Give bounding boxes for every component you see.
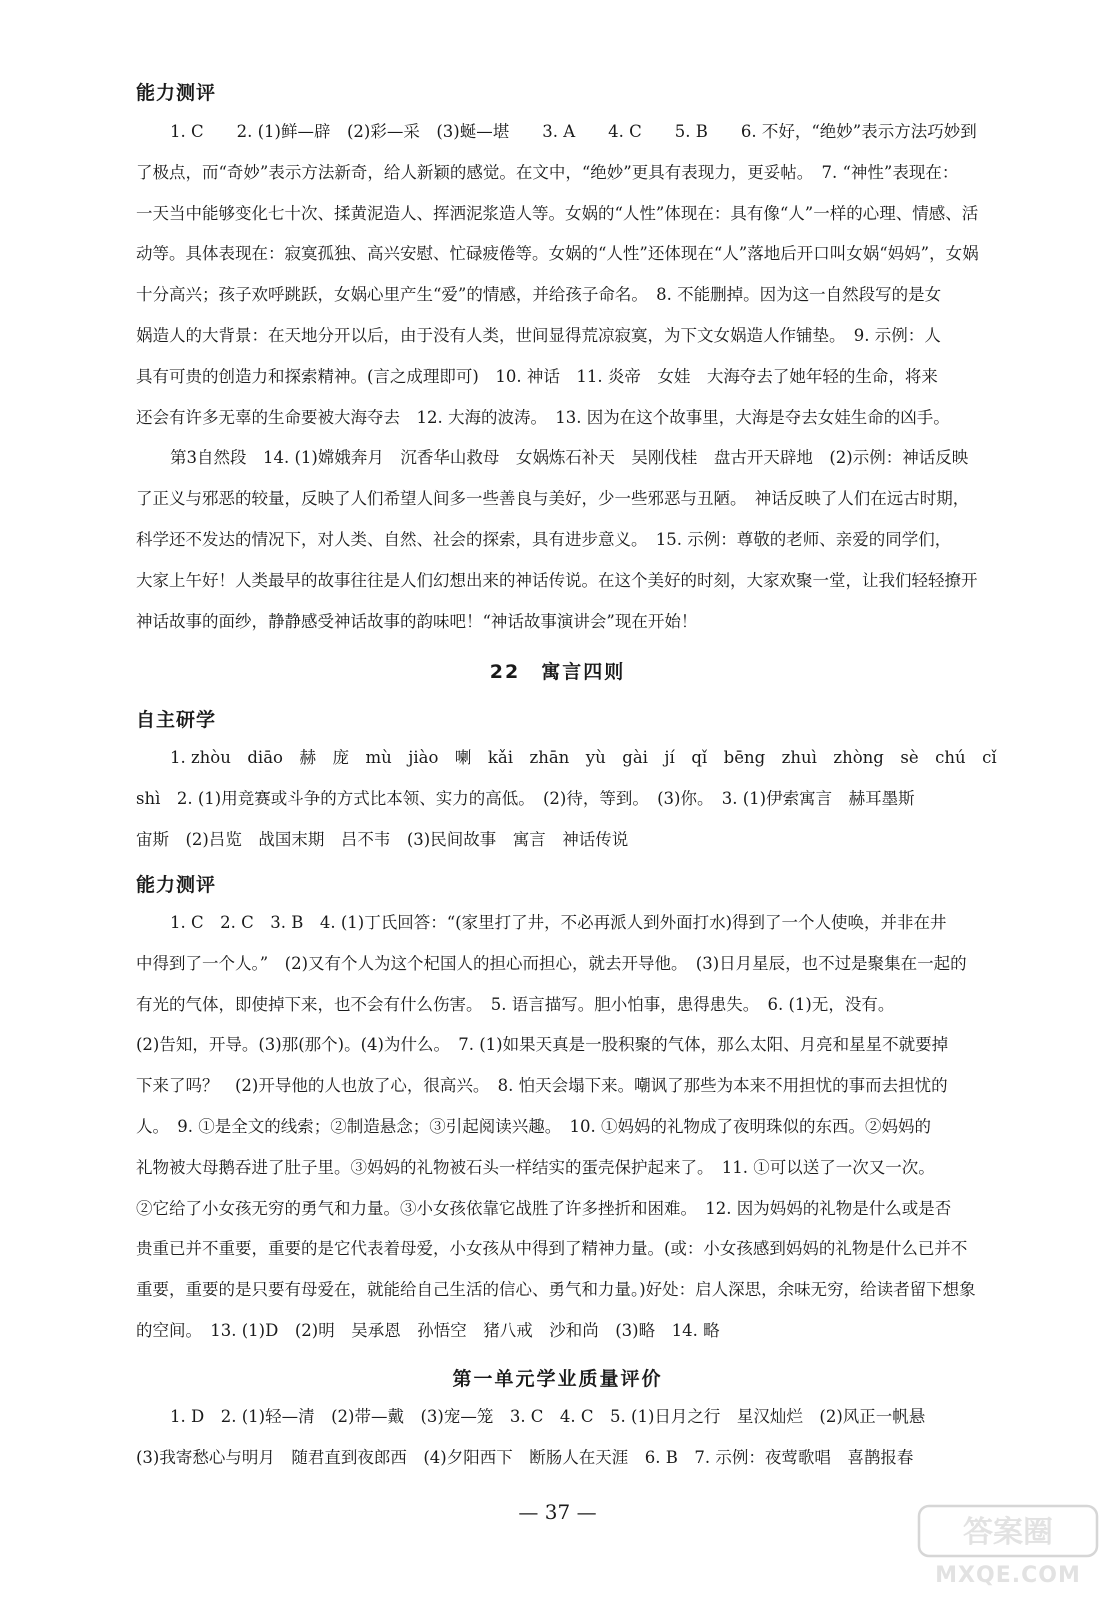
answer-line: 具有可贵的创造力和探索精神。(言之成理即可) 10. 神话 11. 炎帝 女娃 大海夺去了她年轻的生命，将来	[136, 366, 938, 386]
answer-line: 1. zhòu diāo 赫 庞 mù jiào 喇 kǎi zhān yù gài jí qǐ bēng zhuì zhòng sè chú cǐ	[170, 748, 997, 767]
answer-line: 了极点，而“奇妙”表示方法新奇，给人新颖的感觉。在文中，“绝妙”更具有表现力，更妥帖。 7. “神性”表现在：	[136, 162, 959, 182]
answers-block-4	[136, 1397, 1036, 1479]
answer-line: (2)告知，开导。(3)那(那个)。(4)为什么。 7. (1)如果天真是一股积聚的气体，那么太阳、月亮和星星不就要掉	[136, 1035, 949, 1055]
answer-line: 人。 9. ①是全文的线索；②制造悬念；③引起阅读兴趣。 10. ①妈妈的礼物成了夜明珠似的东西。②妈妈的	[136, 1116, 931, 1136]
answer-line: 还会有许多无辜的生命要被大海夺去 12. 大海的波涛。 13. 因为在这个故事里，大海是夺去女娃生命的凶手。	[136, 407, 950, 427]
answer-line: 十分高兴；孩子欢呼跳跃，女娲心里产生“爱”的情感，并给孩子命名。 8. 不能删掉。因为这一自然段写的是女	[136, 285, 942, 305]
answer-line: ②它给了小女孩无穷的勇气和力量。③小女孩依靠它战胜了许多挫折和困难。 12. 因为妈妈的礼物是什么或是否	[136, 1198, 952, 1218]
answers-block-1	[136, 112, 1036, 642]
answers-block-2	[136, 738, 1036, 860]
answer-line: 有光的气体，即使掉下来，也不会有什么伤害。 5. 语言描写。胆小怕事，患得患失。 6. (1)无，没有。	[136, 994, 895, 1014]
watermark-site-text: MXQE.COM	[935, 1563, 1081, 1588]
answer-line: (3)我寄愁心与明月 随君直到夜郎西 (4)夕阳西下 断肠人在天涯 6. B 7. 示例：夜莺歌唱 喜鹊报春	[136, 1447, 914, 1467]
answer-line: 一天当中能够变化七十次、揉黄泥造人、挥洒泥浆造人等。女娲的“人性”体现在：具有像“人”一样的心理、情感、活	[136, 203, 979, 223]
answer-line: 动等。具体表现在：寂寞孤独、高兴安慰、忙碌疲倦等。女娲的“人性”还体现在“人”落地后开口叫女娲“妈妈”，女娲	[136, 244, 979, 264]
answer-line: 大家上午好！人类最早的故事往往是人们幻想出来的神话传说。在这个美好的时刻，大家欢聚一堂，让我们轻轻撩开	[136, 570, 978, 590]
answer-line: 了正义与邪恶的较量，反映了人们希望人间多一些善良与美好，少一些邪恶与丑陋。 神话反映了人们在远古时期，	[136, 489, 970, 509]
section-heading-ability-test-2: 能力测评	[136, 874, 217, 896]
answer-line: 科学还不发达的情况下，对人类、自然、社会的探索，具有进步意义。 15. 示例：尊敬的老师、亲爱的同学们，	[136, 529, 952, 549]
section-heading-ability-test-1: 能力测评	[136, 82, 217, 104]
answer-line: shì 2. (1)用竞赛或斗争的方式比本领、实力的高低。 (2)待，等到。 (3)你。 3. (1)伊索寓言 赫耳墨斯	[136, 788, 915, 808]
answer-line: 1. D 2. (1)轻—清 (2)带—戴 (3)宠—笼 3. C 4. C 5. (1)日月之行 星汉灿烂 (2)风正一帆悬	[170, 1407, 926, 1426]
answer-line: 宙斯 (2)吕览 战国末期 吕不韦 (3)民间故事 寓言 神话传说	[136, 829, 629, 849]
section-heading-self-study: 自主研学	[136, 709, 217, 731]
answer-line: 下来了吗？ (2)开导他的人也放了心，很高兴。 8. 怕天会塌下来。嘲讽了那些为本来不用担忧的事而去担忧的	[136, 1076, 948, 1096]
answers-block-3	[136, 903, 1036, 1352]
answer-line: 重要，重要的是只要有母爱在，就能给自己生活的信心、勇气和力量。)好处：启人深思，余味无穷，给读者留下想象	[136, 1280, 976, 1300]
watermark-logo	[913, 1500, 1103, 1590]
answer-line: 1. C 2. (1)鲜—辟 (2)彩—采 (3)蜒—堪 3. A 4. C 5. B 6. 不好，“绝妙”表示方法巧妙到	[170, 122, 977, 141]
answer-line: 的空间。 13. (1)D (2)明 吴承恩 孙悟空 猪八戒 沙和尚 (3)略 14. 略	[136, 1320, 720, 1340]
watermark-logo-text: 答案圈	[963, 1515, 1053, 1550]
answer-line: 贵重已并不重要，重要的是它代表着母爱，小女孩从中得到了精神力量。(或：小女孩感到妈妈的礼物是什么已并不	[136, 1239, 968, 1259]
answer-line: 第3自然段 14. (1)嫦娥奔月 沉香华山救母 女娲炼石补天 吴刚伐桂 盘古开天辟地 (2)示例：神话反映	[170, 448, 969, 468]
lesson-title: 22 寓言四则	[489, 661, 626, 683]
answer-line: 1. C 2. C 3. B 4. (1)丁氏回答：“(家里打了井，不必再派人到外面打水)得到了一个人使唤，并非在井	[170, 913, 947, 932]
answer-line: 中得到了一个人。” (2)又有个人为这个杞国人的担心而担心，就去开导他。 (3)日月星辰，也不过是聚集在一起的	[136, 953, 967, 973]
answer-line: 神话故事的面纱，静静感受神话故事的韵味吧！“神话故事演讲会”现在开始！	[136, 611, 698, 631]
answer-line: 娲造人的大背景：在天地分开以后，由于没有人类，世间显得荒凉寂寞，为下文女娲造人作铺垫。 9. 示例：人	[136, 325, 941, 345]
unit-title: 第一单元学业质量评价	[452, 1368, 663, 1390]
page-number: — 37 —	[518, 1500, 597, 1524]
answer-line: 礼物被大母鹅吞进了肚子里。③妈妈的礼物被石头一样结实的蛋壳保护起来了。 11. ①可以送了一次又一次。	[136, 1157, 935, 1177]
